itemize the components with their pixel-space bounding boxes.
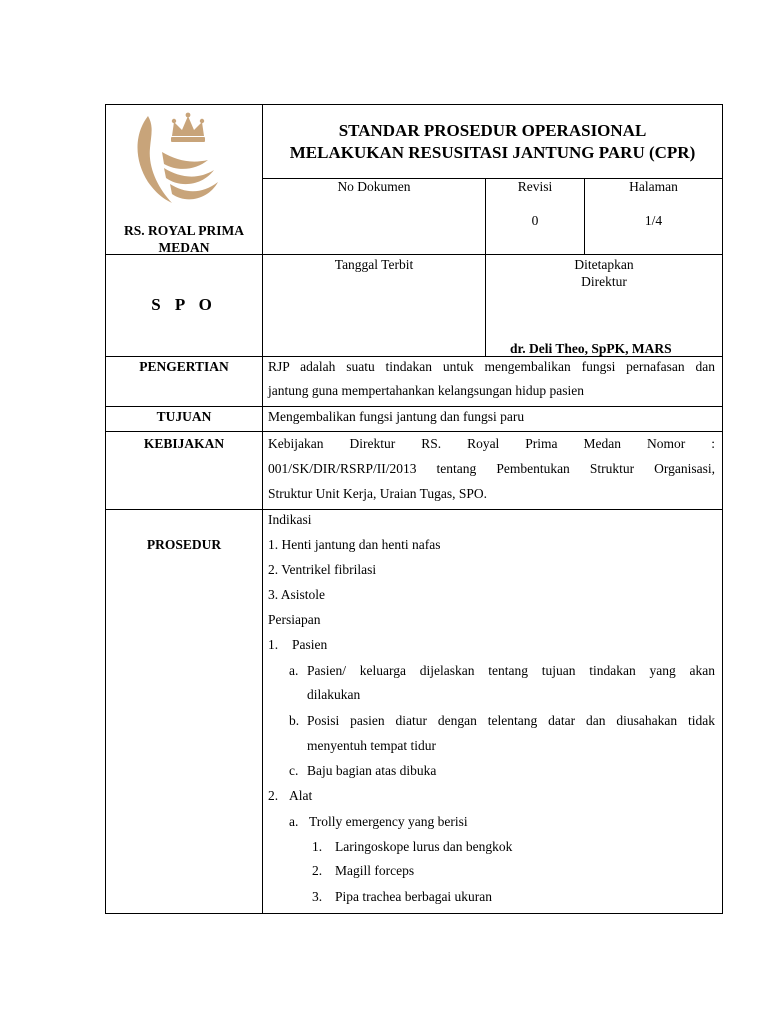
revisi-label: Revisi bbox=[517, 179, 553, 194]
alat-item-1-number: 1. bbox=[312, 839, 323, 854]
hospital-name-line1: RS. ROYAL PRIMA bbox=[124, 223, 244, 238]
tujuan-row-divider bbox=[105, 431, 723, 432]
persiapan-1b-line1: Posisi pasien diatur dengan telentang datar dan diusahakan tidak bbox=[307, 713, 715, 728]
persiapan-1c-text: Baju bagian atas dibuka bbox=[307, 763, 437, 778]
no-dokumen-label: No Dokumen bbox=[337, 179, 411, 194]
persiapan-1b-label: b. bbox=[289, 713, 300, 728]
indikasi-heading: Indikasi bbox=[268, 512, 312, 527]
hospital-name-line2: MEDAN bbox=[158, 240, 210, 255]
indikasi-item-3: 3. Asistole bbox=[268, 587, 326, 602]
persiapan-1c-label: c. bbox=[289, 763, 299, 778]
alat-item-3-number: 3. bbox=[312, 889, 323, 904]
persiapan-2-number: 2. bbox=[268, 788, 279, 803]
alat-item-2-text: Magill forceps bbox=[335, 863, 415, 878]
signatory-name: dr. Deli Theo, SpPK, MARS bbox=[510, 341, 672, 356]
persiapan-1b-line2: menyentuh tempat tidur bbox=[307, 738, 436, 753]
ditetapkan-block bbox=[486, 256, 722, 290]
ditetapkan-line1: Ditetapkan bbox=[574, 257, 634, 272]
persiapan-2a-label: a. bbox=[289, 814, 299, 829]
persiapan-1a-line1: Pasien/ keluarga dijelaskan tentang tujuan tindakan yang akan bbox=[307, 663, 715, 678]
pengertian-line1: RJP adalah suatu tindakan untuk mengembalikan fungsi pernafasan dan bbox=[268, 359, 715, 374]
pengertian-row-divider bbox=[105, 406, 723, 407]
crown-flame-logo-icon bbox=[128, 108, 240, 208]
alat-item-3-text: Pipa trachea berbagai ukuran bbox=[335, 889, 493, 904]
tanggal-terbit-label: Tanggal Terbit bbox=[334, 257, 414, 272]
prosedur-label: PROSEDUR bbox=[146, 537, 222, 552]
persiapan-1a-label: a. bbox=[289, 663, 299, 678]
persiapan-heading: Persiapan bbox=[268, 612, 321, 627]
indikasi-item-2: 2. Ventrikel fibrilasi bbox=[268, 562, 377, 577]
persiapan-1-text: Pasien bbox=[292, 637, 328, 652]
hospital-name bbox=[106, 222, 262, 256]
persiapan-1a-line2: dilakukan bbox=[307, 687, 361, 702]
persiapan-1-number: 1. bbox=[268, 637, 279, 652]
tujuan-text: Mengembalikan fungsi jantung dan fungsi paru bbox=[268, 409, 525, 424]
kebijakan-line1: Kebijakan Direktur RS. Royal Prima Medan Nomor : bbox=[268, 436, 715, 451]
pengertian-line2: jantung guna mempertahankan kelangsungan hidup pasien bbox=[268, 383, 585, 398]
kebijakan-line2: 001/SK/DIR/RSRP/II/2013 tentang Pembentukan Struktur Organisasi, bbox=[268, 461, 715, 476]
halaman-label: Halaman bbox=[629, 179, 678, 194]
kebijakan-line3: Struktur Unit Kerja, Uraian Tugas, SPO. bbox=[268, 486, 487, 501]
halaman-value: 1/4 bbox=[644, 213, 663, 228]
alat-item-2-number: 2. bbox=[312, 863, 323, 878]
tujuan-label: TUJUAN bbox=[156, 409, 212, 424]
title-line1: STANDAR PROSEDUR OPERASIONAL bbox=[338, 121, 647, 140]
document-title bbox=[263, 120, 722, 164]
kebijakan-row-divider bbox=[105, 509, 723, 510]
pengertian-label: PENGERTIAN bbox=[139, 359, 229, 374]
spo-label: S P O bbox=[151, 295, 217, 314]
alat-item-1-text: Laringoskope lurus dan bengkok bbox=[335, 839, 513, 854]
indikasi-item-1: 1. Henti jantung dan henti nafas bbox=[268, 537, 441, 552]
ditetapkan-line2: Direktur bbox=[581, 274, 627, 289]
revisi-value: 0 bbox=[531, 213, 539, 228]
title-line2: MELAKUKAN RESUSITASI JANTUNG PARU (CPR) bbox=[289, 143, 696, 162]
kebijakan-label: KEBIJAKAN bbox=[143, 436, 225, 451]
persiapan-2-text: Alat bbox=[289, 788, 313, 803]
persiapan-2a-text: Trolly emergency yang berisi bbox=[309, 814, 468, 829]
